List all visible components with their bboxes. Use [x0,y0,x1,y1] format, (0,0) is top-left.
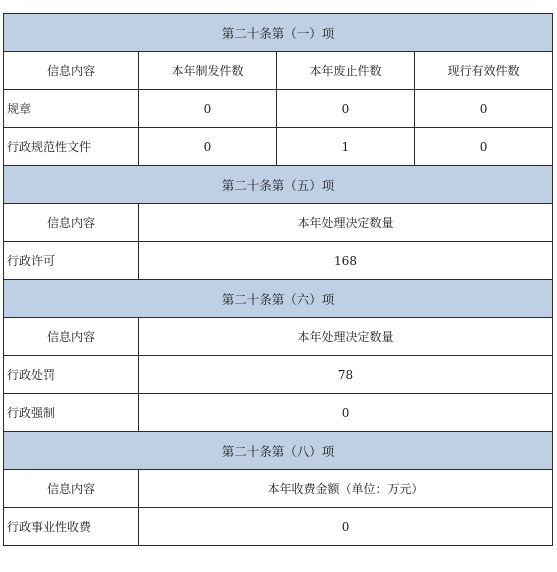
row-label: 行政强制 [4,394,139,432]
header-row [4,52,553,90]
header-cell: 本年制发件数 [139,52,277,90]
section-row [4,280,553,318]
section-title: 第二十条第（六）项 [4,280,553,318]
disclosure-table [3,13,553,546]
value-cell: 0 [139,90,277,128]
value-cell: 78 [139,356,553,394]
header-row [4,470,553,508]
table-row [4,242,553,280]
value-cell: 0 [277,90,415,128]
value-cell: 0 [139,394,553,432]
header-cell: 本年废止件数 [277,52,415,90]
value-cell: 0 [139,128,277,166]
section-row [4,14,553,52]
header-cell: 本年处理决定数量 [139,318,553,356]
value-cell: 0 [415,128,553,166]
section-row [4,166,553,204]
table-row [4,508,553,546]
value-cell: 0 [139,508,553,546]
header-row [4,204,553,242]
row-label: 行政许可 [4,242,139,280]
header-cell: 信息内容 [4,52,139,90]
section-title: 第二十条第（八）项 [4,432,553,470]
header-row [4,318,553,356]
section-row [4,432,553,470]
table-row [4,128,553,166]
value-cell: 0 [415,90,553,128]
row-label: 行政处罚 [4,356,139,394]
header-cell: 现行有效件数 [415,52,553,90]
table-row [4,394,553,432]
header-cell: 信息内容 [4,204,139,242]
header-cell: 本年处理决定数量 [139,204,553,242]
table-row [4,356,553,394]
value-cell: 1 [277,128,415,166]
header-cell: 信息内容 [4,318,139,356]
section-title: 第二十条第（五）项 [4,166,553,204]
section-title: 第二十条第（一）项 [4,14,553,52]
header-cell: 本年收费金额（单位：万元） [139,470,553,508]
table-row [4,90,553,128]
row-label: 行政规范性文件 [4,128,139,166]
row-label: 规章 [4,90,139,128]
value-cell: 168 [139,242,553,280]
header-cell: 信息内容 [4,470,139,508]
row-label: 行政事业性收费 [4,508,139,546]
